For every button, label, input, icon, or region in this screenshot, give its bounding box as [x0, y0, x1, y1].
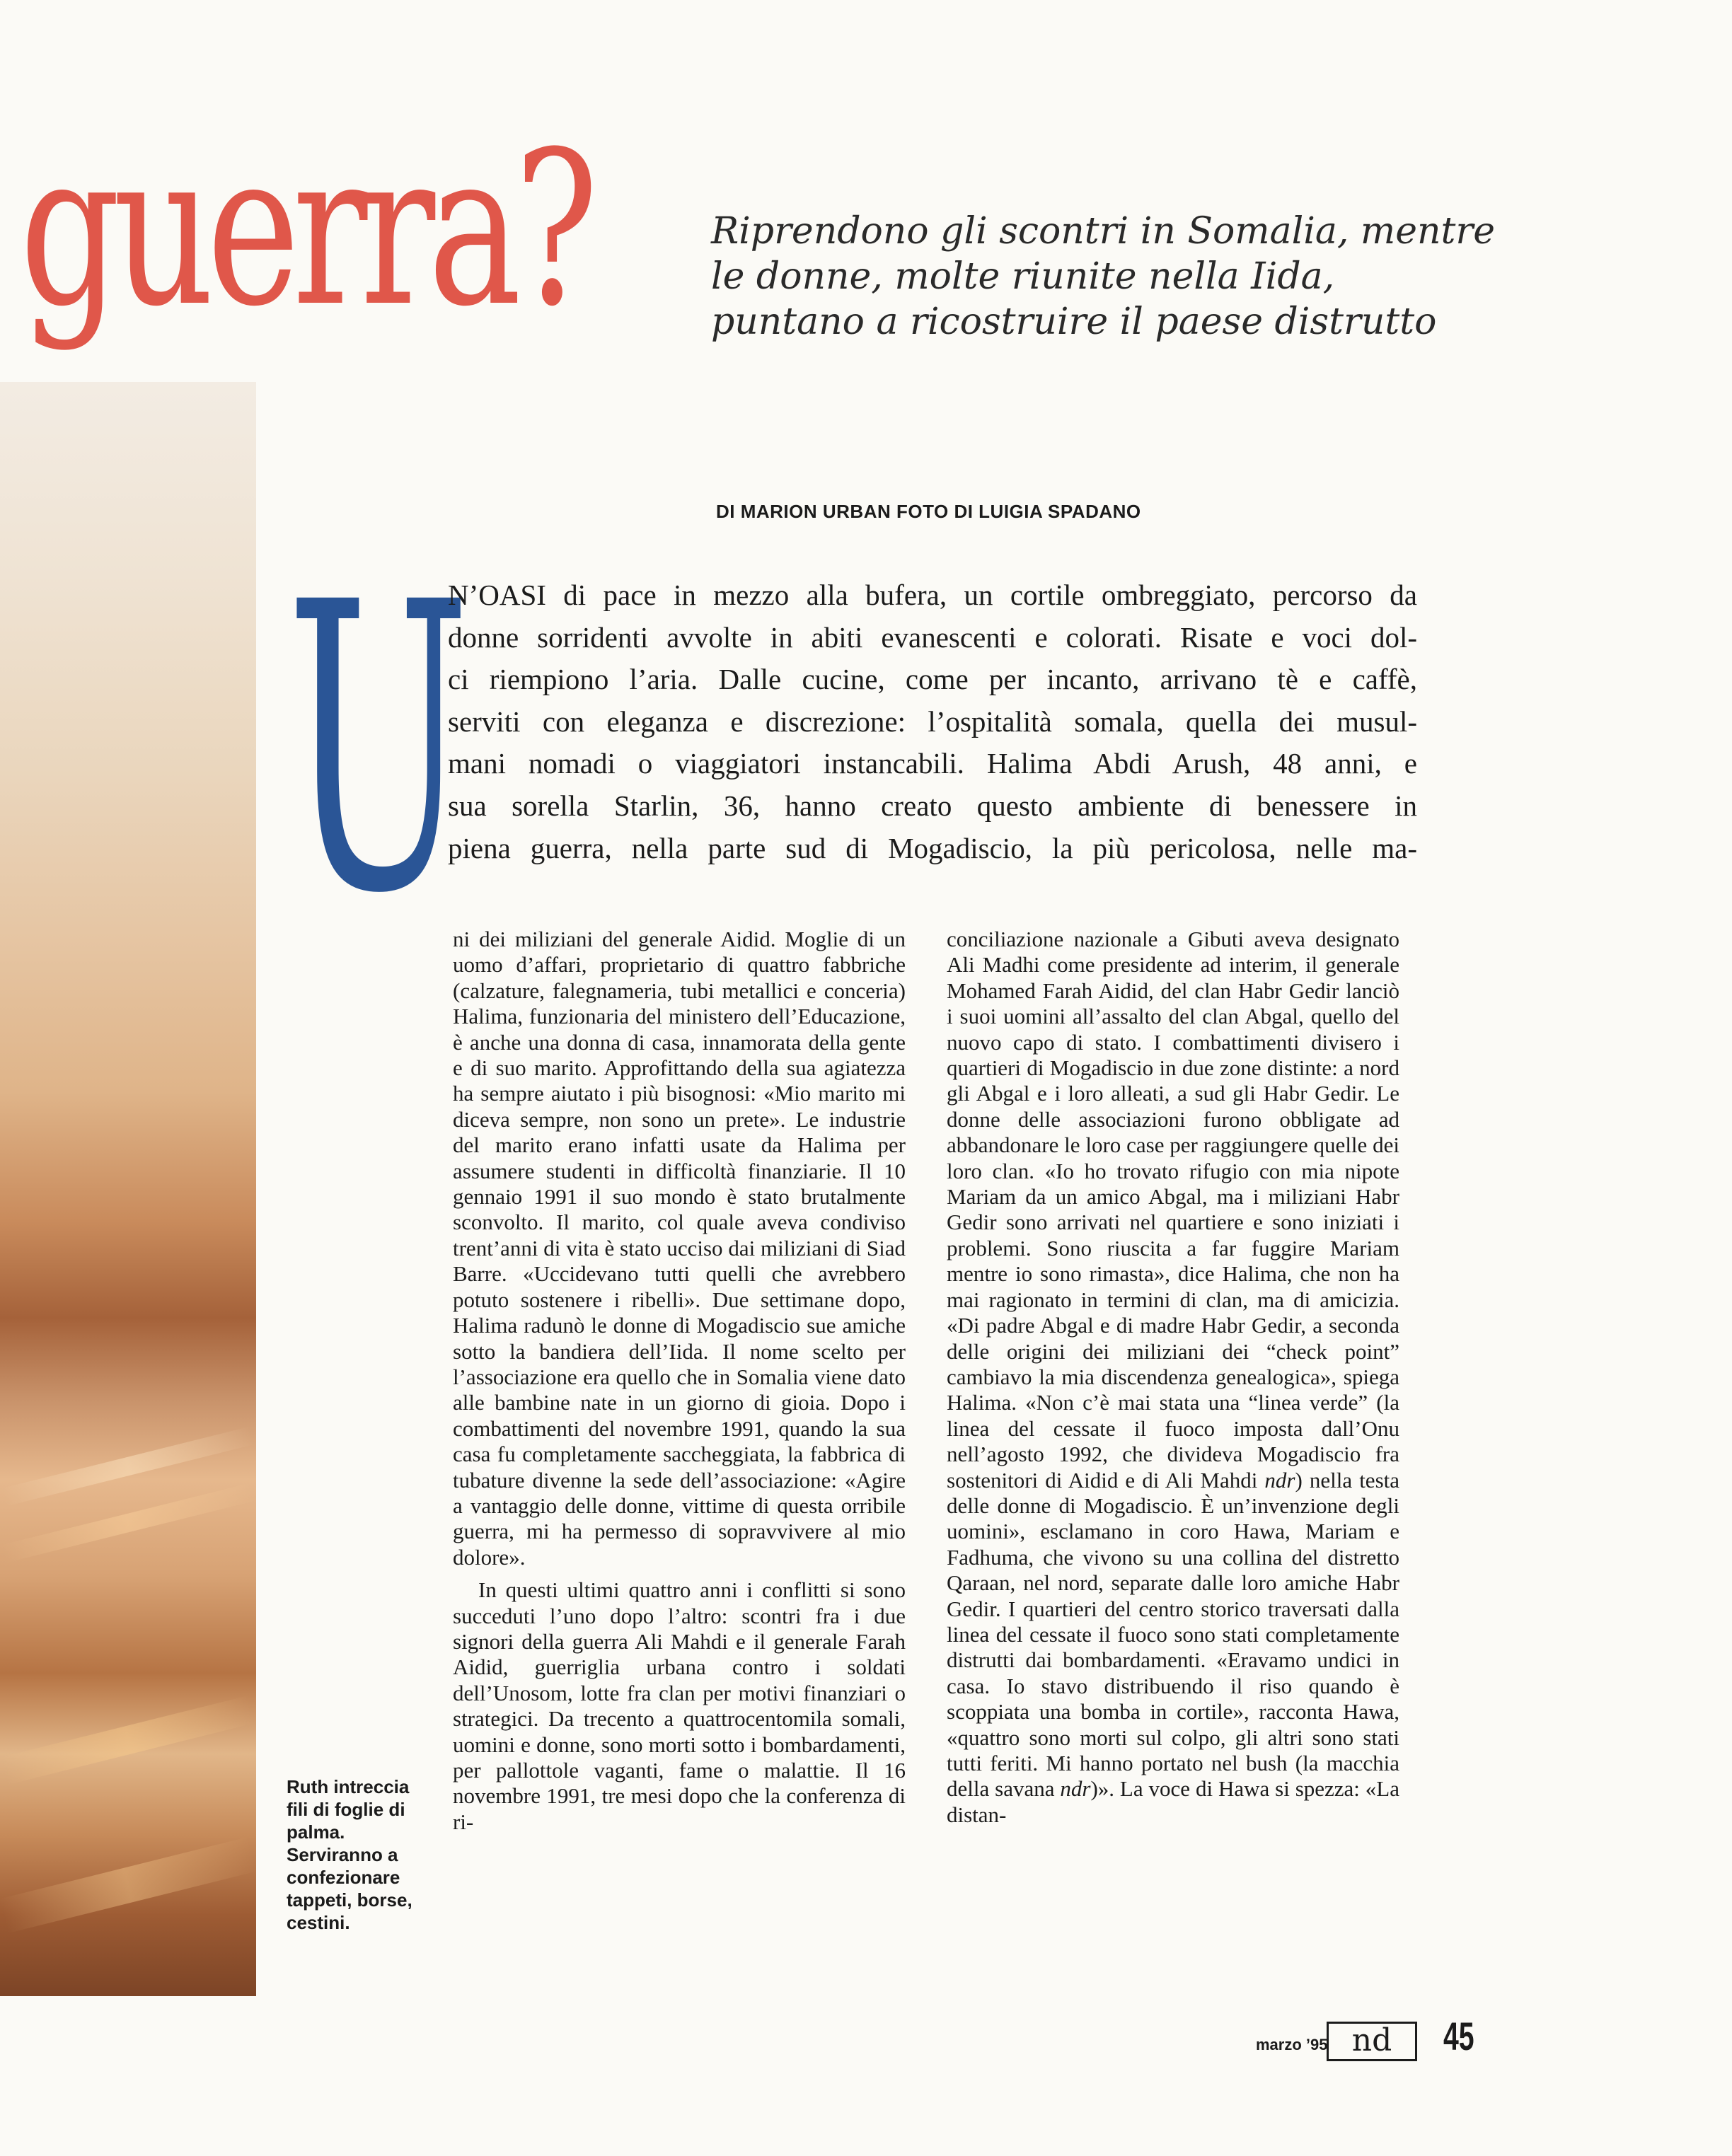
- page-number: 45: [1443, 2014, 1474, 2058]
- magazine-logo: nd: [1327, 2022, 1417, 2061]
- deck-line: puntano a ricostruire il paese distrutto: [711, 301, 1437, 343]
- lead-line: ci riempiono l’aria. Dalle cucine, come per incanto, arrivano tè e caffè,: [448, 663, 1417, 696]
- lead-line: donne sorridenti avvolte in abiti evanescenti e colorati. Risate e voci dol-: [448, 620, 1417, 654]
- body-paragraph: conciliazione nazionale a Gibuti aveva designato Ali Madhi come presidente ad interim, il generale Mohamed Farah Aidid, del clan Habr Gedir lanciò i suoi uomini all’assalto del clan Abgal, quello del nuovo capo di stato. I combattimenti divisero i quartieri di Mogadiscio in due zone distinte: a nord gli Abgal e i loro alleati, a sud gli Habr Gedir. Le donne delle associazioni furono obbligate ad abbandonare le loro case per raggiungere quelle dei loro clan. «Io ho trovato rifugio con mia nipote Mariam da un amico Abgal, ma i miliziani Habr Gedir sono arrivati nel quartiere e sono iniziati i problemi. Sono riuscita a far fuggire Mariam mentre io sono rimasta», dice Halima, che non ha mai ragionato in termini di clan, ma di amicizia. «Di padre Abgal e di madre Habr Gedir, a seconda delle origini dei miliziani dei “check point” cambiavo la mia discendenza genealogica», spiega Halima. «Non c’è mai stata una “linea verde” (la linea del cessate il fuoco imposta dall’Onu nell’agosto 1992, che divideva Mogadiscio fra sostenitori di Aidid e di Ali Mahdi ndr) nella testa delle donne di Mogadiscio. È un’invenzione degli uomini», esclamano in coro Hawa, Mariam e Fadhuma, che vivono su una collina del distretto Qaraan, nel nord, separate dalle loro amiche Habr Gedir. I quartieri del centro storico traversati dalla linea del cessate il fuoco sono stati completamente distrutti dai bombardamenti. «Eravamo undici in casa. Io stavo distribuendo il riso quando è scoppiata una bomba in cortile», racconta Hawa, «quattro sono morti sul colpo, gli altri sono stati tutti feriti. Mi hanno portato nel bush (la macchia della savana ndr)». La voce di Hawa si spezza: «La distan-: [947, 927, 1400, 1827]
- photo-woven-palm-leaves: [0, 382, 256, 1996]
- deck-line: le donne, molte riunite nella Iida,: [711, 255, 1335, 298]
- headline: guerra?: [20, 106, 591, 353]
- lead-line: mani nomadi o viaggiatori instancabili. Halima Abdi Arush, 48 anni, e: [448, 747, 1417, 780]
- photo-highlight: [0, 1837, 257, 1933]
- lead-line: serviti con eleganza e discrezione: l’ospitalità somala, quella dei musul-: [448, 705, 1417, 738]
- body-paragraph: ni dei miliziani del generale Aidid. Moglie di un uomo d’affari, proprietario di quattro fabbriche (calzature, falegnameria, tubi metallici e conceria) Halima, funzionaria del ministero dell’Educazione, è anche una donna di casa, innamorata della gente e di suo marito. Approfittando della sua agiatezza ha sempre aiutato i più bisognosi: «Mio marito mi diceva sempre, non sono un prete». Le industrie del marito erano infatti usate da Halima per assumere studenti in difficoltà finanziarie. Il 10 gennaio 1991 il suo mondo è stato brutalmente sconvolto. Il marito, col quale aveva condiviso trent’anni di vita è stato ucciso dai miliziani di Siad Barre. «Uccidevano tutti quelli che avrebbero potuto sostenere i ribelli». Due settimane dopo, Halima radunò le donne di Mogadiscio sue amiche sotto la bandiera dell’Iida. Il nome scelto per l’associazione era quello che in Somalia viene dato alle bambine nate in un giorno di gioia. Dopo i combattimenti del novembre 1991, quando la sua casa fu completamente saccheggiata, la fabbrica di tubature divenne la sede dell’associazione: «Agire a vantaggio delle donne, vittime di questa orribile guerra, mi ha permesso di sopravvivere al mio dolore».: [453, 927, 906, 1570]
- deck-line: Riprendono gli scontri in Somalia, mentre: [711, 210, 1496, 253]
- lead-line: N’OASI di pace in mezzo alla bufera, un cortile ombreggiato, percorso da: [448, 579, 1417, 611]
- deck-subtitle: [711, 209, 1496, 344]
- issue-date: marzo ’95: [1256, 2036, 1328, 2053]
- lead-line: sua sorella Starlin, 36, hanno creato questo ambiente di benessere in: [448, 789, 1417, 822]
- lead-caps: N’OASI: [448, 579, 546, 611]
- lead-line: piena guerra, nella parte sud di Mogadiscio, la più pericolosa, nelle ma-: [448, 831, 1417, 864]
- photo-caption: Ruth intreccia fili di foglie di palma. Serviranno a confezionare tappeti, borse, cestini.: [287, 1776, 412, 1933]
- body-column-2: [947, 927, 1399, 1828]
- editor-note: ndr: [1060, 1776, 1091, 1802]
- drop-cap: U: [287, 519, 470, 980]
- lead-paragraph: [448, 574, 1417, 869]
- body-column-1: [453, 927, 906, 1835]
- body-paragraph: In questi ultimi quattro anni i conflitti si sono succeduti l’uno dopo l’altro: scontri fra i due signori della guerra Ali Mahdi e il generale Farah Aidid, guerriglia urbana contro i soldati dell’Unosom, lotte fra clan per motivi finanziari o strategici. Da trecento a quattrocentomila somali, uomini e donne, sono morti sotto i bombardamenti, per pallottole vaganti, fame o malattie. Il 16 novembre 1991, tre mesi dopo che la conferenza di ri-: [453, 1577, 906, 1834]
- editor-note: ndr: [1264, 1467, 1295, 1493]
- photo-highlight: [1, 1696, 256, 1785]
- byline: DI MARION URBAN FOTO DI LUIGIA SPADANO: [716, 501, 1141, 522]
